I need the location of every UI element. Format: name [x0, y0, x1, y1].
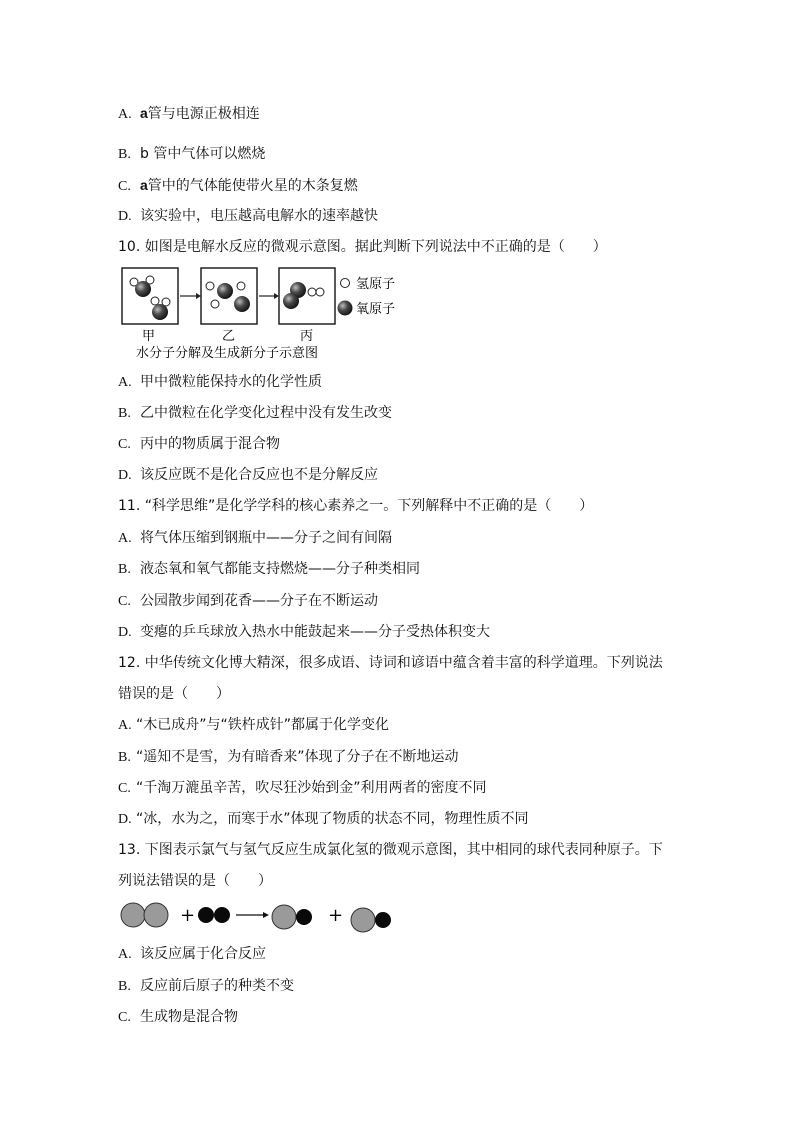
q10-option-d: D. 该反应既不是化合反应也不是分解反应 [118, 467, 378, 483]
q12-option-d: D. “冰，水为之，而寒于水”体现了物质的状态不同，物理性质不同 [118, 811, 529, 827]
q9-option-b: B. b 管中气体可以燃烧 [118, 146, 266, 162]
box-label-yi: 乙 [222, 329, 236, 344]
q10-option-c: C. 丙中的物质属于混合物 [118, 436, 280, 452]
figure-caption: 水分子分解及生成新分子示意图 [136, 346, 319, 361]
q12-stem-line2: 错误的是（ ） [118, 686, 230, 702]
legend-oxygen-label: 氧原子 [356, 302, 396, 317]
q11-option-d: D. 变瘪的乒乓球放入热水中能鼓起来——分子受热体积变大 [118, 624, 490, 640]
q11-option-a: A. 将气体压缩到钢瓶中——分子之间有间隔 [118, 530, 392, 546]
legend-hydrogen-label: 氢原子 [356, 277, 396, 292]
q9-option-a: A. a管与电源正极相连 [118, 105, 260, 122]
oxygen-legend-icon [338, 301, 353, 316]
q12-option-a: A. “木已成舟”与“铁杵成针”都属于化学变化 [118, 717, 390, 733]
q10-stem: 10. 如图是电解水反应的微观示意图。据此判断下列说法中不正确的是（ ） [118, 239, 607, 255]
q13-option-a: A. 该反应属于化合反应 [118, 946, 266, 962]
q11-option-b: B. 液态氧和氧气都能支持燃烧——分子种类相同 [118, 561, 420, 577]
q12-option-b: B. “遥知不是雪，为有暗香来”体现了分子在不断地运动 [118, 749, 459, 765]
q9-option-d: D. 该实验中，电压越高电解水的速率越快 [118, 208, 378, 224]
box-label-bing: 丙 [300, 329, 314, 344]
plus-sign-2: + [328, 905, 344, 926]
hydrogen-legend-icon [341, 279, 350, 288]
q12-stem-line1: 12. 中华传统文化博大精深，很多成语、诗词和谚语中蕴含着丰富的科学道理。下列说法 [118, 655, 663, 671]
q13-option-c: C. 生成物是混合物 [118, 1009, 238, 1025]
q10-option-b: B. 乙中微粒在化学变化过程中没有发生改变 [118, 405, 392, 421]
q12-option-c: C. “千淘万漉虽辛苦，吹尽狂沙始到金”利用两者的密度不同 [118, 780, 487, 796]
q13-stem-line1: 13. 下图表示氯气与氢气反应生成氯化氢的微观示意图，其中相同的球代表同种原子。下 [118, 842, 663, 858]
q10-figure [118, 264, 418, 364]
q13-option-b: B. 反应前后原子的种类不变 [118, 978, 294, 994]
q9-option-c: C. a管中的气体能使带火星的木条复燃 [118, 177, 358, 194]
q11-option-c: C. 公园散步闻到花香——分子在不断运动 [118, 593, 378, 609]
box-label-jia: 甲 [142, 329, 156, 344]
q13-stem-line2: 列说法错误的是（ ） [118, 873, 272, 889]
q10-option-a: A. 甲中微粒能保持水的化学性质 [118, 374, 322, 390]
q13-equation-figure [118, 898, 408, 938]
q11-stem: 11. “科学思维”是化学学科的核心素养之一。下列解释中不正确的是（ ） [118, 498, 594, 514]
plus-sign-1: + [180, 905, 196, 926]
